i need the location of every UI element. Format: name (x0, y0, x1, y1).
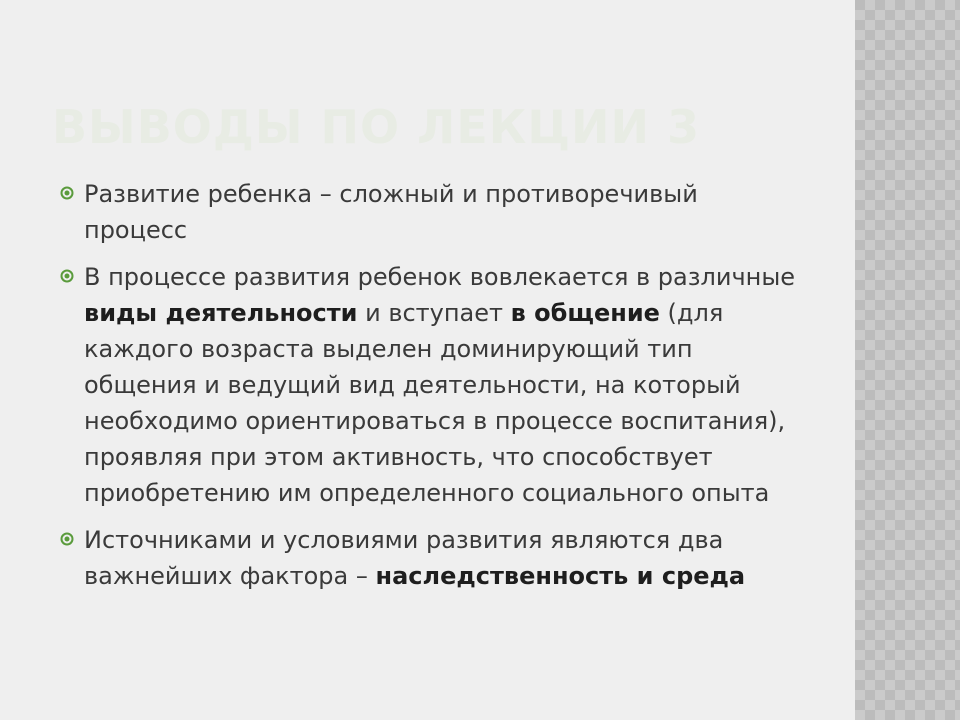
bold-phrase: в общение (510, 299, 660, 327)
bullet-item (60, 522, 805, 594)
bullet-item (60, 176, 805, 248)
target-bullet-icon (60, 532, 74, 546)
bullet-text: Развитие ребенка – сложный и противоречивый процесс (84, 180, 698, 244)
target-bullet-icon (60, 269, 74, 283)
target-bullet-icon (60, 186, 74, 200)
slide-title: ВЫВОДЫ ПО ЛЕКЦИИ 3 (52, 100, 701, 154)
bold-phrase: наследственность и среда (375, 562, 746, 590)
bullet-item (60, 259, 805, 511)
bullet-text: В процессе развития ребенок вовлекается в различные виды деятельности и вступает в общение (для каждого возраста выделен доминирующий тип общения и ведущий вид деятельности, на который необходимо ориентироваться в процессе воспитания), проявляя при этом активность, что способствует приобретению им определенного социального опыта (84, 263, 796, 507)
decorative-side-band (855, 0, 960, 720)
bullet-text: Источниками и условиями развития являются два важнейших фактора – наследственность и среда (84, 526, 746, 590)
bullet-list (60, 176, 805, 605)
bold-phrase: виды деятельности (84, 299, 358, 327)
